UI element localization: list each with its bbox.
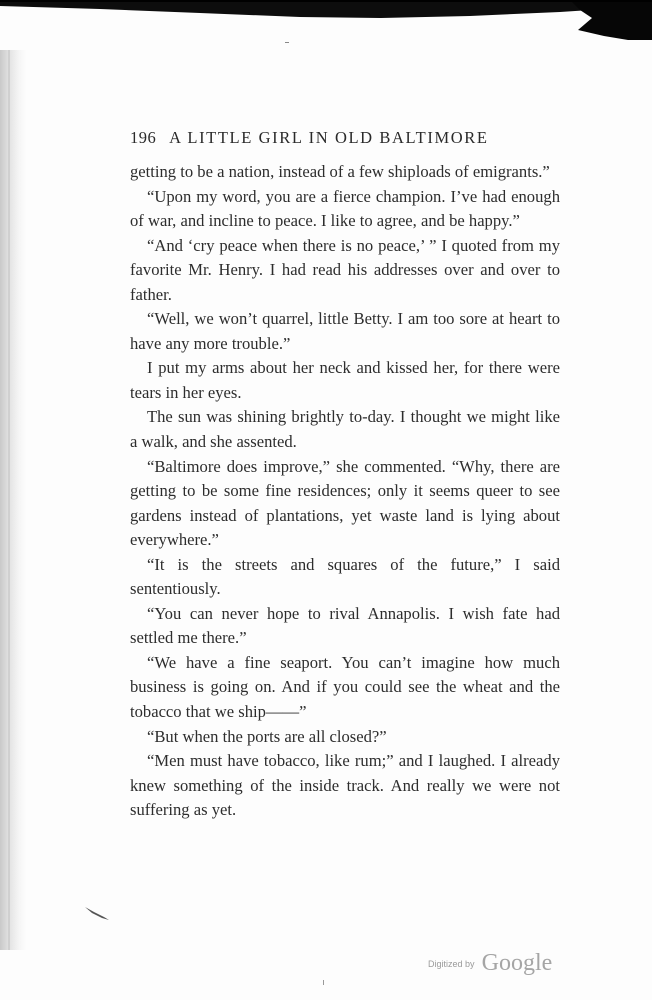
paragraph: “It is the streets and squares of the future,” I said sententiously. bbox=[130, 554, 560, 599]
watermark-prefix: Digitized by bbox=[428, 959, 475, 969]
watermark-brand: Google bbox=[481, 950, 553, 976]
paragraph: “Men must have tobacco, like rum;” and I laughed. I already knew something of the inside track. And really we were not suffering as yet. bbox=[130, 751, 560, 820]
paragraph: “Well, we won’t quarrel, little Betty. I am too sore at heart to have any more trouble.” bbox=[130, 309, 560, 353]
running-title: A LITTLE GIRL IN OLD BALTIMORE bbox=[169, 128, 489, 147]
body-text bbox=[130, 160, 560, 823]
page-number: 196 bbox=[130, 128, 157, 147]
paragraph: The sun was shining brightly to-day. I thought we might like a walk, and she assented. bbox=[130, 407, 560, 452]
scan-tick bbox=[323, 980, 324, 985]
running-header bbox=[130, 128, 489, 148]
paragraph: “You can never hope to rival Annapolis. I wish fate had settled me there.” bbox=[130, 603, 560, 648]
paragraph: “We have a fine seaport. You can’t imagine how much business is going on. And if you could see the wheat and the tobacco that we ship——” bbox=[130, 652, 560, 722]
paragraph: “But when the ports are all closed?” bbox=[147, 726, 387, 746]
scan-artifact-mark bbox=[84, 905, 110, 921]
paragraph: “Upon my word, you are a fierce champion. I’ve had enough of war, and incline to peace. I like to agree, and be happy.” bbox=[130, 186, 560, 231]
paragraph: getting to be a nation, instead of a few shiploads of emigrants.” bbox=[130, 162, 550, 181]
paragraph: “Baltimore does improve,” she commented. “Why, there are getting to be some fine residences; only it seems queer to see gardens instead of plantations, yet waste land is lying about everywhere.” bbox=[130, 456, 560, 550]
binding-shadow bbox=[0, 50, 26, 950]
scan-speck bbox=[285, 42, 289, 43]
paragraph: “And ‘cry peace when there is no peace,’ ” I quoted from my favorite Mr. Henry. I had read his addresses over and over to father. bbox=[130, 235, 560, 304]
digitized-watermark bbox=[428, 950, 552, 977]
scan-top-edge bbox=[0, 0, 652, 40]
paragraph: I put my arms about her neck and kissed her, for there were tears in her eyes. bbox=[130, 358, 560, 402]
